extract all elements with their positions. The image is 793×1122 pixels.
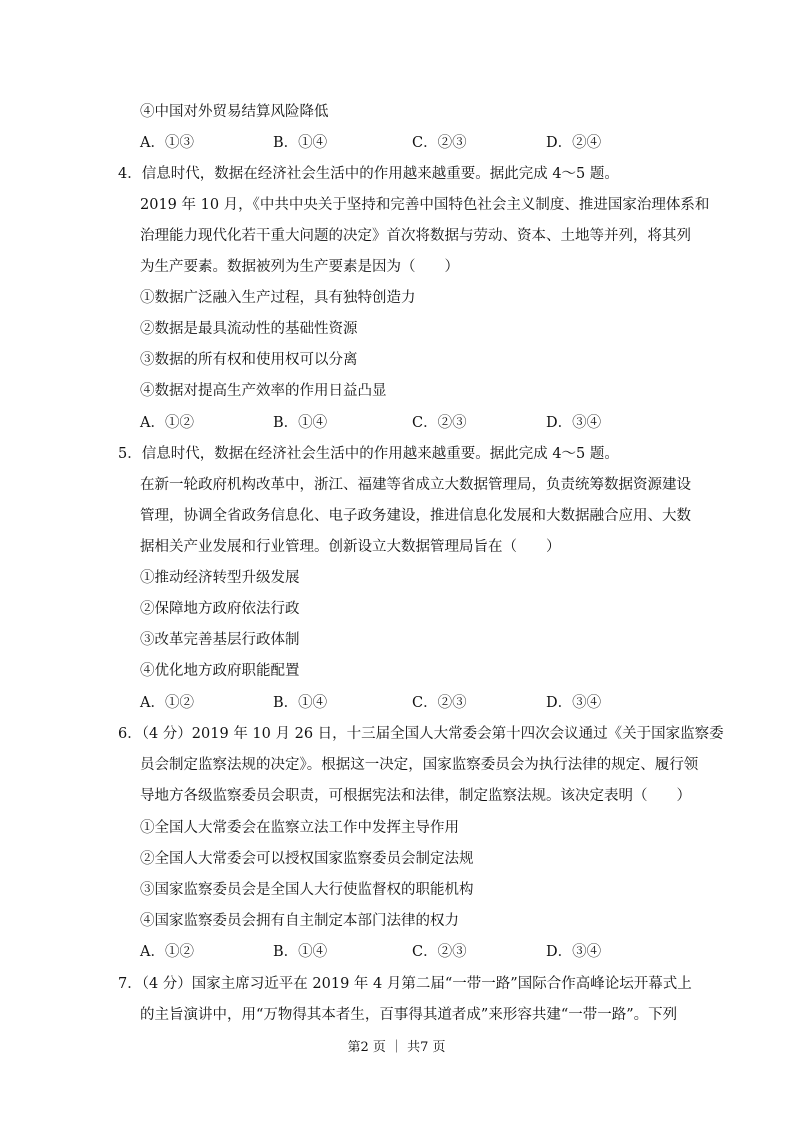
- q4-choice-c: C．②③: [412, 415, 467, 431]
- q4-stem-line-2: 治理能力现代化若干重大问题的决定》首次将数据与劳动、资本、土地等并列，将其列: [140, 228, 691, 244]
- q6-choice-a: A．①②: [140, 944, 194, 960]
- q5-stem-line-2: 管理，协调全省政务信息化、电子政务建设，推进信息化发展和大数据融合应用、大数: [140, 508, 691, 524]
- q5-stem-line-1: 在新一轮政府机构改革中，浙江、福建等省成立大数据管理局，负责统筹数据资源建设: [140, 477, 691, 493]
- q5-option-3: ③改革完善基层行政体制: [140, 632, 300, 648]
- q7-stem-line-2: 的主旨演讲中，用“万物得其本者生，百事得其道者成”来形容共建“一带一路”。下列: [140, 1007, 678, 1023]
- q5-option-2: ②保障地方政府依法行政: [140, 601, 300, 617]
- q6-choices: [140, 942, 660, 962]
- q5-intro: 5．信息时代，数据在经济社会生活中的作用越来越重要。据此完成 4～5 题。: [118, 446, 619, 462]
- q6-option-2: ②全国人大常委会可以授权国家监察委员会制定法规: [140, 851, 474, 867]
- q6-stem-line-3: 导地方各级监察委员会职责，可根据宪法和法律，制定监察法规。该决定表明（ ）: [140, 788, 691, 804]
- q4-stem-line-3: 为生产要素。数据被列为生产要素是因为（ ）: [140, 259, 459, 275]
- q4-option-4: ④数据对提高生产效率的作用日益凸显: [140, 383, 387, 399]
- q3-option-4: ④中国对外贸易结算风险降低: [140, 104, 329, 120]
- q3-choice-b: B．①④: [273, 135, 328, 151]
- q4-choice-a: A．①②: [140, 415, 194, 431]
- q3-choice-d: D．②④: [546, 135, 602, 151]
- q5-choice-a: A．①②: [140, 695, 194, 711]
- q3-choice-a: A．①③: [140, 135, 194, 151]
- q5-stem-line-3: 据相关产业发展和行业管理。创新设立大数据管理局旨在（ ）: [140, 539, 561, 555]
- q3-choice-c: C．②③: [412, 135, 467, 151]
- q4-choice-b: B．①④: [273, 415, 328, 431]
- q4-intro: 4．信息时代，数据在经济社会生活中的作用越来越重要。据此完成 4～5 题。: [118, 166, 619, 182]
- q3-choices: [140, 133, 660, 153]
- q4-option-3: ③数据的所有权和使用权可以分离: [140, 352, 358, 368]
- q6-choice-b: B．①④: [273, 944, 328, 960]
- q5-choice-c: C．②③: [412, 695, 467, 711]
- q5-option-4: ④优化地方政府职能配置: [140, 663, 300, 679]
- q5-choices: [140, 693, 660, 713]
- q4-option-2: ②数据是最具流动性的基础性资源: [140, 321, 358, 337]
- q6-option-4: ④国家监察委员会拥有自主制定本部门法律的权力: [140, 913, 459, 929]
- q4-choice-d: D．③④: [546, 415, 602, 431]
- page-footer: 第2 页 ｜ 共7 页: [347, 1040, 446, 1055]
- q6-stem-line-1: 6．（4 分）2019 年 10 月 26 日，十三届全国人大常委会第十四次会议通过《关于国家监察委: [118, 726, 724, 742]
- q5-choice-d: D．③④: [546, 695, 602, 711]
- q6-choice-d: D．③④: [546, 944, 602, 960]
- q6-option-3: ③国家监察委员会是全国人大行使监督权的职能机构: [140, 882, 474, 898]
- q4-option-1: ①数据广泛融入生产过程，具有独特创造力: [140, 290, 416, 306]
- q4-stem-line-1: 2019 年 10 月，《中共中央关于坚持和完善中国特色社会主义制度、推进国家治理体系和: [140, 197, 710, 213]
- q6-choice-c: C．②③: [412, 944, 467, 960]
- q6-stem-line-2: 员会制定监察法规的决定》。根据这一决定，国家监察委员会为执行法律的规定、履行领: [140, 757, 699, 773]
- q7-stem-line-1: 7．（4 分）国家主席习近平在 2019 年 4 月第二届“一带一路”国际合作高峰论坛开幕式上: [118, 976, 692, 992]
- q4-choices: [140, 413, 660, 433]
- q6-option-1: ①全国人大常委会在监察立法工作中发挥主导作用: [140, 820, 459, 836]
- q5-option-1: ①推动经济转型升级发展: [140, 570, 300, 586]
- q5-choice-b: B．①④: [273, 695, 328, 711]
